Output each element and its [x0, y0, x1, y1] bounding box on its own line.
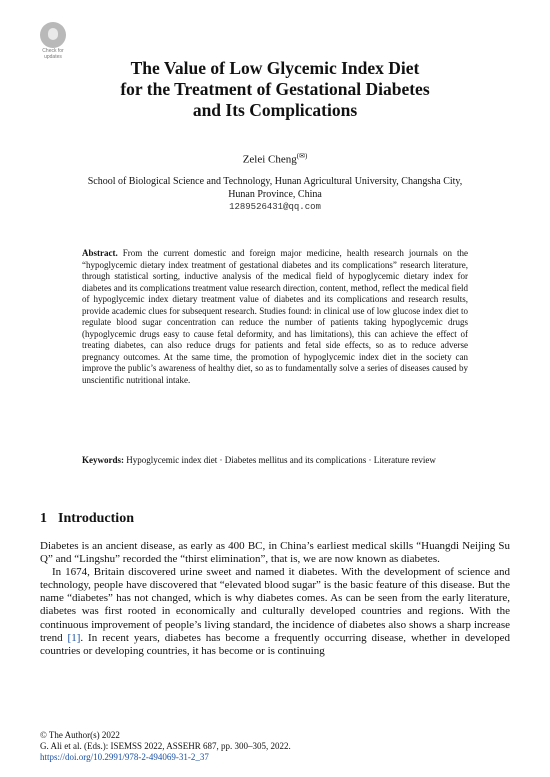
- copyright: © The Author(s) 2022: [40, 730, 120, 740]
- keywords-text: Hypoglycemic index diet · Diabetes mellitus and its complications · Literature review: [126, 455, 436, 465]
- title-line-3: and Its Complications: [192, 100, 358, 120]
- author-line: [0, 152, 550, 166]
- paragraph-2-end: . In recent years, diabetes has become a frequently occurring disease, whether in developed countries or developing countries, it has become or is continuing: [40, 631, 510, 657]
- abstract-text: From the current domestic and foreign major medicine, health research journals on the “hypoglycemic dietary index treatment of gestational diabetes and its complications” research literature, through statistical sorting, inductive analysis of the medical field of hypoglycemic dietary index for diabetes and its complications treatment value research direction, content, method, reflect the medical field of hypoglycemic index dietary treatment value of diabetes and its complications and research results, provide academic clues for subsequent research. Studies found: in clinical use of low glucose index diet to regulate blood sugar concentration can reduce the number of patients taking hypoglycemic drugs (hypoglycemic drugs easy to cause fetal deformity, and has limitations), this can achieve the effect of treating diabetes, can also reduce drugs for patients and fetal side effects, so as to reduce adverse pregnancy outcomes. At the same time, the promotion of hypoglycemic index diet in the society can improve the public’s awareness of healthy diet, so as to fundamentally solve a series of diseases caused by unscientific nutritional intake.: [82, 248, 468, 385]
- footer: [40, 730, 510, 763]
- paragraph-2: [40, 566, 510, 658]
- affiliation-line-1: School of Biological Science and Technology, Hunan Agricultural University, Changsha City,: [87, 176, 463, 187]
- keywords-label: Keywords:: [82, 455, 124, 465]
- section-number: 1: [40, 511, 47, 526]
- affiliation-line-2: Hunan Province, China: [228, 189, 322, 200]
- paragraph-1: Diabetes is an ancient disease, as early as 400 BC, in China’s earliest medical skills “Huangdi Neijing Su Q” and “Lingshu” recorded the “thirst elimination”, that is, we are now known as diabetes.: [40, 540, 510, 566]
- citation-link[interactable]: [1]: [67, 631, 81, 644]
- author-name: Zelei Cheng: [242, 153, 297, 166]
- abstract: [82, 248, 468, 386]
- author-email[interactable]: 1289526431@qq.com: [229, 202, 321, 212]
- title-line-1: The Value of Low Glycemic Index Diet: [130, 58, 420, 78]
- corresponding-author-marker: (✉): [296, 152, 308, 160]
- title-line-2: for the Treatment of Gestational Diabetes: [120, 79, 430, 99]
- badge-line1: Check for: [42, 48, 64, 54]
- doi-link[interactable]: https://doi.org/10.2991/978-2-494069-31-2_37: [40, 752, 209, 762]
- body-text: [40, 540, 510, 658]
- paragraph-2-start: In 1674, Britain discovered urine sweet and named it diabetes. With the development of science and technology, people have discovered that “elevated blood sugar” is the basic feature of this disease. But the name “diabetes” has not changed, which is why diabetes comes. As can be seen from the early literature, diabetes was first rooted in economically and culturally developed countries and regions. With the continuous improvement of people’s living standard, the incidence of diabetes also shows a sharp increase trend: [40, 566, 510, 644]
- affiliation: [40, 175, 510, 214]
- abstract-label: Abstract.: [82, 248, 118, 258]
- section-title: Introduction: [58, 511, 134, 526]
- citation-info: G. Ali et al. (Eds.): ISEMSS 2022, ASSEHR 687, pp. 300–305, 2022.: [40, 741, 291, 751]
- paper-title: [40, 58, 510, 121]
- keywords: [82, 454, 468, 466]
- check-updates-icon: [40, 22, 66, 48]
- check-for-updates-badge[interactable]: [38, 22, 68, 58]
- badge-line2: updates: [44, 54, 62, 60]
- section-heading: [40, 511, 134, 527]
